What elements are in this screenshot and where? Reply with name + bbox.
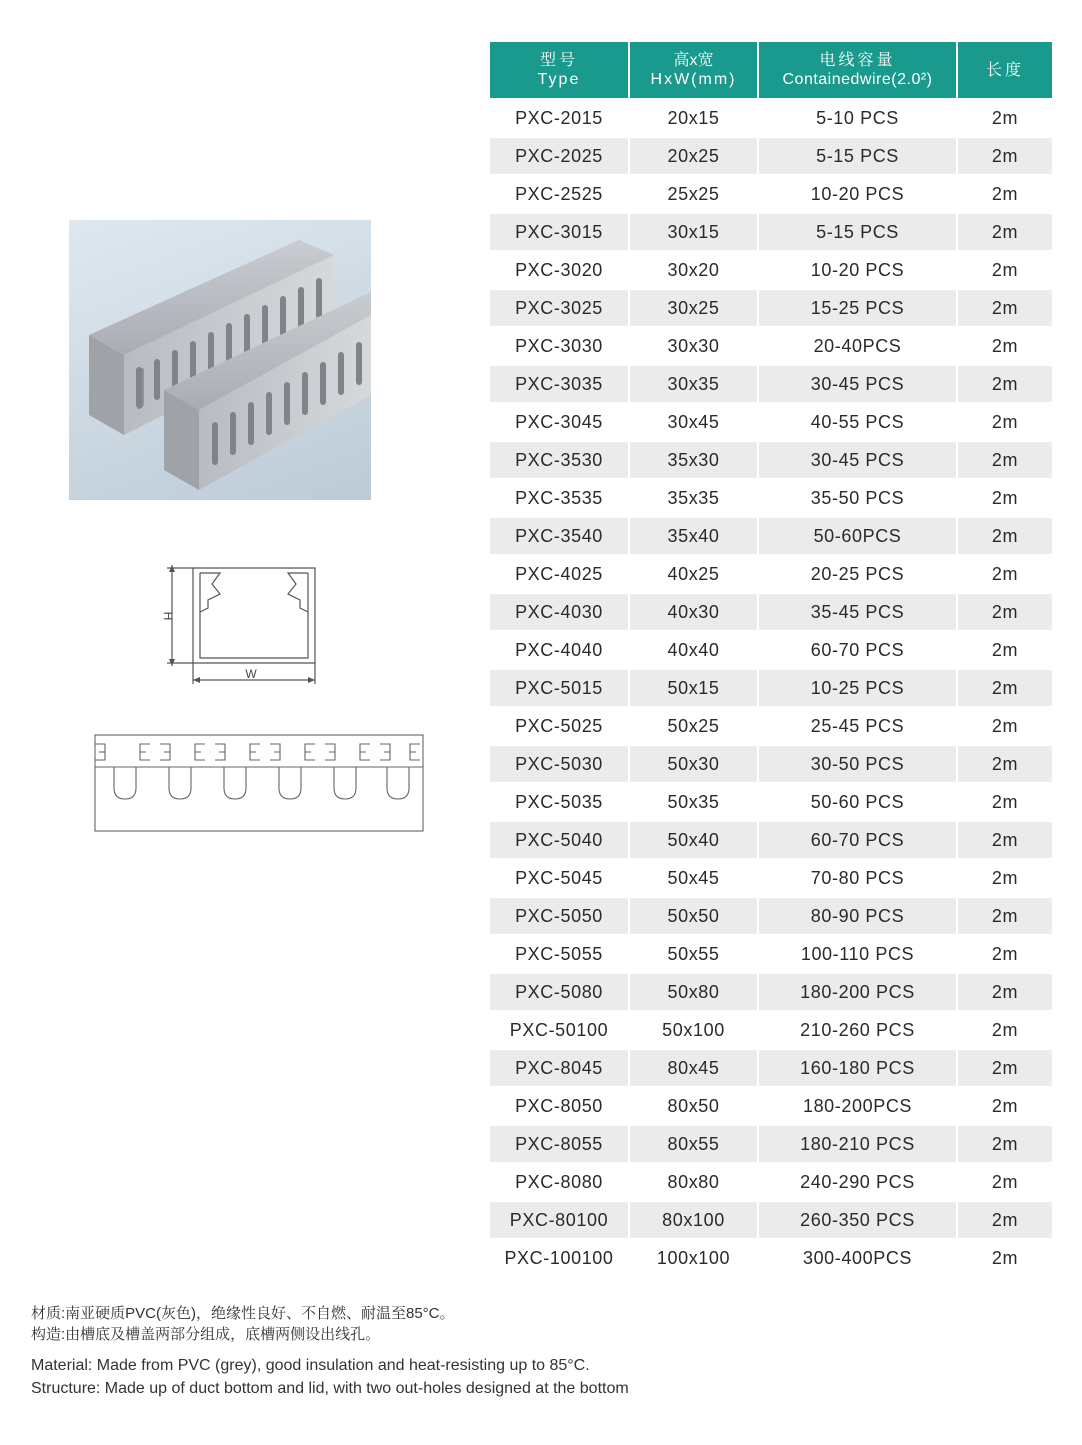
cell-capacity: 10-25 PCS — [759, 670, 956, 708]
cell-capacity: 10-20 PCS — [759, 176, 956, 214]
cell-size: 50x15 — [630, 670, 757, 708]
cell-length: 2m — [958, 594, 1052, 632]
cell-capacity: 50-60 PCS — [759, 784, 956, 822]
cell-capacity: 5-10 PCS — [759, 100, 956, 138]
table-row — [490, 176, 1052, 214]
table-row — [490, 1050, 1052, 1088]
cell-capacity: 35-45 PCS — [759, 594, 956, 632]
cell-size: 35x30 — [630, 442, 757, 480]
cell-type: PXC-50100 — [490, 1012, 628, 1050]
cell-length: 2m — [958, 366, 1052, 404]
cell-size: 30x15 — [630, 214, 757, 252]
height-label: H — [161, 611, 175, 621]
cell-length: 2m — [958, 290, 1052, 328]
table-row — [490, 1088, 1052, 1126]
table-row — [490, 632, 1052, 670]
table-row — [490, 1164, 1052, 1202]
cell-type: PXC-3025 — [490, 290, 628, 328]
table-row — [490, 328, 1052, 366]
material-note-zh: 材质:南亚硬质PVC(灰色)，绝缘性良好、不自燃、耐温至85°C。 — [31, 1305, 455, 1322]
header-size — [630, 42, 757, 100]
cell-size: 35x35 — [630, 480, 757, 518]
cell-type: PXC-5040 — [490, 822, 628, 860]
header-type-en: Type — [537, 71, 581, 88]
table-row — [490, 138, 1052, 176]
cell-type: PXC-3015 — [490, 214, 628, 252]
cell-capacity: 25-45 PCS — [759, 708, 956, 746]
table-row — [490, 556, 1052, 594]
cell-length: 2m — [958, 404, 1052, 442]
cell-capacity: 60-70 PCS — [759, 632, 956, 670]
cell-size: 80x55 — [630, 1126, 757, 1164]
cell-length: 2m — [958, 442, 1052, 480]
table-row — [490, 708, 1052, 746]
cell-size: 20x15 — [630, 100, 757, 138]
cell-size: 80x50 — [630, 1088, 757, 1126]
cell-length: 2m — [958, 1164, 1052, 1202]
cell-capacity: 160-180 PCS — [759, 1050, 956, 1088]
cell-type: PXC-5015 — [490, 670, 628, 708]
cell-size: 30x30 — [630, 328, 757, 366]
cell-capacity: 5-15 PCS — [759, 138, 956, 176]
table-row — [490, 442, 1052, 480]
cell-capacity: 240-290 PCS — [759, 1164, 956, 1202]
cell-length: 2m — [958, 328, 1052, 366]
table-row — [490, 670, 1052, 708]
cell-capacity: 30-45 PCS — [759, 366, 956, 404]
header-length-zh: 长度 — [985, 61, 1024, 79]
cell-type: PXC-4030 — [490, 594, 628, 632]
cell-length: 2m — [958, 746, 1052, 784]
cell-capacity: 260-350 PCS — [759, 1202, 956, 1240]
cell-size: 50x100 — [630, 1012, 757, 1050]
header-type — [490, 42, 628, 100]
cell-size: 50x50 — [630, 898, 757, 936]
cell-length: 2m — [958, 100, 1052, 138]
cell-length: 2m — [958, 138, 1052, 176]
cell-capacity: 210-260 PCS — [759, 1012, 956, 1050]
header-capacity-zh: 电线容量 — [819, 52, 896, 69]
table-row — [490, 974, 1052, 1012]
table-row — [490, 518, 1052, 556]
cell-type: PXC-3020 — [490, 252, 628, 290]
structure-note-zh: 构造:由槽底及槽盖两部分组成，底槽两侧设出线孔。 — [31, 1326, 381, 1343]
cell-type: PXC-5025 — [490, 708, 628, 746]
header-size-en: HxW(mm) — [650, 71, 737, 88]
header-capacity — [759, 42, 956, 100]
cell-type: PXC-5055 — [490, 936, 628, 974]
table-row — [490, 860, 1052, 898]
table-row — [490, 784, 1052, 822]
table-row — [490, 936, 1052, 974]
cell-size: 40x25 — [630, 556, 757, 594]
cell-type: PXC-3035 — [490, 366, 628, 404]
cell-type: PXC-5050 — [490, 898, 628, 936]
notes — [31, 1303, 1031, 1400]
cell-size: 50x45 — [630, 860, 757, 898]
cell-length: 2m — [958, 518, 1052, 556]
cell-capacity: 30-50 PCS — [759, 746, 956, 784]
cell-length: 2m — [958, 784, 1052, 822]
cell-capacity: 35-50 PCS — [759, 480, 956, 518]
width-label: W — [245, 667, 257, 681]
cell-length: 2m — [958, 1088, 1052, 1126]
cell-capacity: 30-45 PCS — [759, 442, 956, 480]
cell-length: 2m — [958, 936, 1052, 974]
cell-size: 80x80 — [630, 1164, 757, 1202]
table-row — [490, 214, 1052, 252]
cell-length: 2m — [958, 214, 1052, 252]
cell-capacity: 180-210 PCS — [759, 1126, 956, 1164]
table-row — [490, 404, 1052, 442]
cell-type: PXC-8080 — [490, 1164, 628, 1202]
cell-capacity: 180-200PCS — [759, 1088, 956, 1126]
table-row — [490, 480, 1052, 518]
cell-type: PXC-5030 — [490, 746, 628, 784]
cell-size: 50x35 — [630, 784, 757, 822]
cell-length: 2m — [958, 556, 1052, 594]
cell-type: PXC-5080 — [490, 974, 628, 1012]
cell-size: 50x25 — [630, 708, 757, 746]
cell-length: 2m — [958, 1240, 1052, 1278]
table-row — [490, 252, 1052, 290]
cell-size: 30x45 — [630, 404, 757, 442]
cell-length: 2m — [958, 708, 1052, 746]
cell-capacity: 20-40PCS — [759, 328, 956, 366]
cell-capacity: 100-110 PCS — [759, 936, 956, 974]
cell-type: PXC-5035 — [490, 784, 628, 822]
cell-size: 50x80 — [630, 974, 757, 1012]
cell-type: PXC-5045 — [490, 860, 628, 898]
cell-size: 100x100 — [630, 1240, 757, 1278]
table-row — [490, 1202, 1052, 1240]
cell-type: PXC-8050 — [490, 1088, 628, 1126]
cell-size: 80x100 — [630, 1202, 757, 1240]
cell-length: 2m — [958, 1050, 1052, 1088]
cell-length: 2m — [958, 822, 1052, 860]
cell-capacity: 70-80 PCS — [759, 860, 956, 898]
cell-type: PXC-4025 — [490, 556, 628, 594]
cell-capacity: 50-60PCS — [759, 518, 956, 556]
cell-type: PXC-100100 — [490, 1240, 628, 1278]
cell-capacity: 180-200 PCS — [759, 974, 956, 1012]
cell-capacity: 300-400PCS — [759, 1240, 956, 1278]
material-note-en: Material: Made from PVC (grey), good insulation and heat-resisting up to 85°C. — [31, 1357, 590, 1374]
cell-length: 2m — [958, 632, 1052, 670]
cell-size: 25x25 — [630, 176, 757, 214]
table-row — [490, 1126, 1052, 1164]
cell-length: 2m — [958, 176, 1052, 214]
table-header — [490, 42, 1052, 100]
table-row — [490, 366, 1052, 404]
cell-size: 30x35 — [630, 366, 757, 404]
cell-length: 2m — [958, 670, 1052, 708]
table-row — [490, 1240, 1052, 1278]
cell-capacity: 10-20 PCS — [759, 252, 956, 290]
cell-capacity: 80-90 PCS — [759, 898, 956, 936]
cell-type: PXC-8045 — [490, 1050, 628, 1088]
cell-type: PXC-3530 — [490, 442, 628, 480]
header-length — [958, 42, 1052, 100]
cell-length: 2m — [958, 898, 1052, 936]
cell-size: 35x40 — [630, 518, 757, 556]
cell-type: PXC-2525 — [490, 176, 628, 214]
cell-type: PXC-2015 — [490, 100, 628, 138]
header-capacity-en: Containedwire(2.0²) — [782, 71, 933, 88]
header-size-zh: 高x宽 — [673, 52, 714, 69]
product-photo — [69, 220, 371, 500]
cell-length: 2m — [958, 974, 1052, 1012]
cell-size: 80x45 — [630, 1050, 757, 1088]
table-row — [490, 746, 1052, 784]
cell-size: 50x40 — [630, 822, 757, 860]
cell-size: 50x55 — [630, 936, 757, 974]
cell-type: PXC-3535 — [490, 480, 628, 518]
cell-capacity: 20-25 PCS — [759, 556, 956, 594]
cell-size: 30x25 — [630, 290, 757, 328]
cell-capacity: 40-55 PCS — [759, 404, 956, 442]
cell-capacity: 5-15 PCS — [759, 214, 956, 252]
cell-type: PXC-3045 — [490, 404, 628, 442]
table-row — [490, 898, 1052, 936]
cell-length: 2m — [958, 1126, 1052, 1164]
table-row — [490, 100, 1052, 138]
cell-size: 20x25 — [630, 138, 757, 176]
cell-length: 2m — [958, 860, 1052, 898]
cell-type: PXC-4040 — [490, 632, 628, 670]
table-body — [490, 100, 1052, 1278]
cell-size: 40x30 — [630, 594, 757, 632]
table-row — [490, 822, 1052, 860]
cell-length: 2m — [958, 1202, 1052, 1240]
table-row — [490, 1012, 1052, 1050]
cell-capacity: 15-25 PCS — [759, 290, 956, 328]
cell-length: 2m — [958, 480, 1052, 518]
cell-size: 40x40 — [630, 632, 757, 670]
cell-type: PXC-3030 — [490, 328, 628, 366]
cell-type: PXC-8055 — [490, 1126, 628, 1164]
cell-length: 2m — [958, 252, 1052, 290]
table-row — [490, 594, 1052, 632]
header-type-zh: 型号 — [539, 52, 578, 69]
cell-size: 50x30 — [630, 746, 757, 784]
side-view-drawing — [92, 733, 426, 833]
structure-note-en: Structure: Made up of duct bottom and lid, with two out-holes designed at the bottom — [31, 1380, 629, 1397]
cell-size: 30x20 — [630, 252, 757, 290]
spec-table — [488, 42, 1054, 1278]
cell-length: 2m — [958, 1012, 1052, 1050]
cell-capacity: 60-70 PCS — [759, 822, 956, 860]
cell-type: PXC-80100 — [490, 1202, 628, 1240]
table-row — [490, 290, 1052, 328]
cell-type: PXC-3540 — [490, 518, 628, 556]
cross-section-drawing — [150, 560, 325, 690]
cell-type: PXC-2025 — [490, 138, 628, 176]
